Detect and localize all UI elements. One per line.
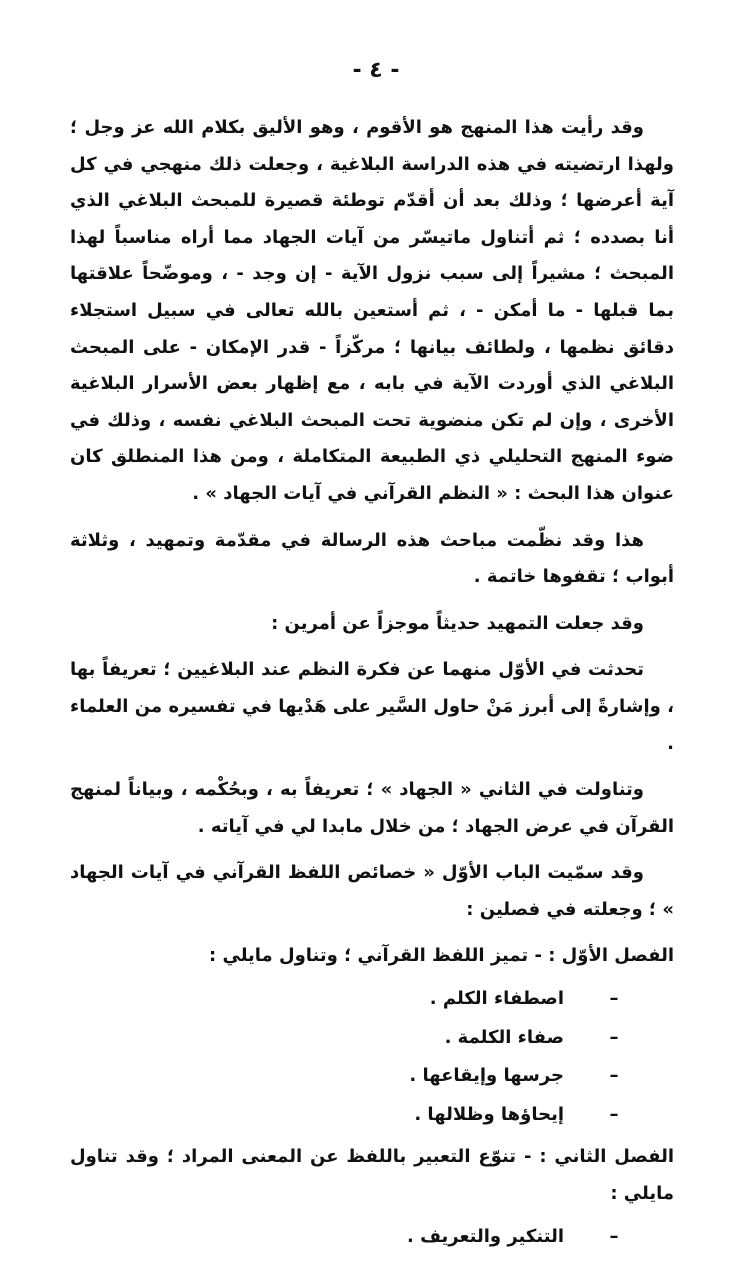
list-item	[70, 1219, 674, 1256]
list-item	[70, 1020, 674, 1057]
list-item-text: اصطفاء الكلم .	[429, 988, 564, 1010]
body-text	[70, 110, 674, 1261]
dash-marker: –	[609, 1065, 619, 1087]
page-number: - ٤ -	[352, 58, 400, 83]
dash-marker: –	[609, 988, 619, 1010]
list-item	[70, 981, 674, 1018]
chapter-one-heading: الفصل الأوّل : - تميز اللفظ القرآني ؛ وتناول مايلي :	[209, 945, 674, 967]
paragraph-first-matter: تحدثت في الأوّل منهما عن فكرة النظم عند البلاغيين ؛ تعريفاً بها ، وإشارةً إلى أبرز مَنْ حاول السَّير على هَدْيها في تفسيره من العلماء .	[70, 659, 674, 754]
list-item	[70, 1058, 674, 1095]
list-item-text: جرسها وإيقاعها .	[409, 1065, 564, 1087]
list-item	[70, 1097, 674, 1134]
paragraph-methodology: وقد رأيت هذا المنهج هو الأقوم ، وهو الأليق بكلام الله عز وجل ؛ ولهذا ارتضيته في هذه الدراسة البلاغية ، وجعلت ذلك منهجي في كل آية أعرضها ؛ وذلك بعد أن أقدّم توطئة قصيرة للمبحث البلاغي الذي أنا بصدده ؛ ثم أتناول ماتيسّر من آيات الجهاد مما أراه مناسباً لهذا المبحث ؛ مشيراً إلى سبب نزول الآية - إن وجد - ، وموضّحاً علاقتها بما قبلها - ما أمكن - ، ثم أستعين بالله تعالى في سبيل استجلاء دقائق نظمها ، ولطائف بيانها ؛ مركّزاً - قدر الإمكان - على المبحث البلاغي الذي أوردت الآية في بابه ، مع إظهار بعض الأسرار البلاغية الأخرى ، وإن لم تكن منضوية تحت المبحث البلاغي نفسه ، وذلك في ضوء المنهج التحليلي ذي الطبيعة المتكاملة ، ومن هذا المنطلق كان عنوان هذا البحث : « النظم القرآني في آيات الجهاد » .	[70, 117, 674, 504]
dash-marker: –	[609, 1103, 619, 1125]
chapter-one-list	[70, 981, 674, 1133]
dash-marker: –	[609, 1026, 619, 1048]
paragraph-part-one: وقد سمّيت الباب الأوّل « خصائص اللفظ القرآني في آيات الجهاد » ؛ وجعلته في فصلين :	[70, 862, 674, 920]
dash-marker: –	[609, 1225, 619, 1247]
paragraph-introduction: وقد جعلت التمهيد حديثاً موجزاً عن أمرين :	[271, 612, 644, 634]
chapter-two-list	[70, 1219, 674, 1256]
list-item-text: التنكير والتعريف .	[406, 1225, 564, 1247]
paragraph-second-matter: وتناولت في الثاني « الجهاد » ؛ تعريفاً به ، وبحُكْمه ، وبياناً لمنهج القرآن في عرض الجهاد ؛ من خلال مابدا لي في آياته .	[70, 779, 674, 837]
list-item-text: إيحاؤها وظلالها .	[414, 1103, 564, 1125]
list-item-text: صفاء الكلمة .	[444, 1026, 564, 1048]
chapter-two-heading: الفصل الثاني : - تنوّع التعبير باللفظ عن المعنى المراد ؛ وقد تناول مايلي :	[70, 1146, 674, 1205]
paragraph-structure: هذا وقد نظّمت مباحث هذه الرسالة في مقدّمة وتمهيد ، وثلاثة أبواب ؛ تقفوها خاتمة .	[70, 529, 674, 588]
